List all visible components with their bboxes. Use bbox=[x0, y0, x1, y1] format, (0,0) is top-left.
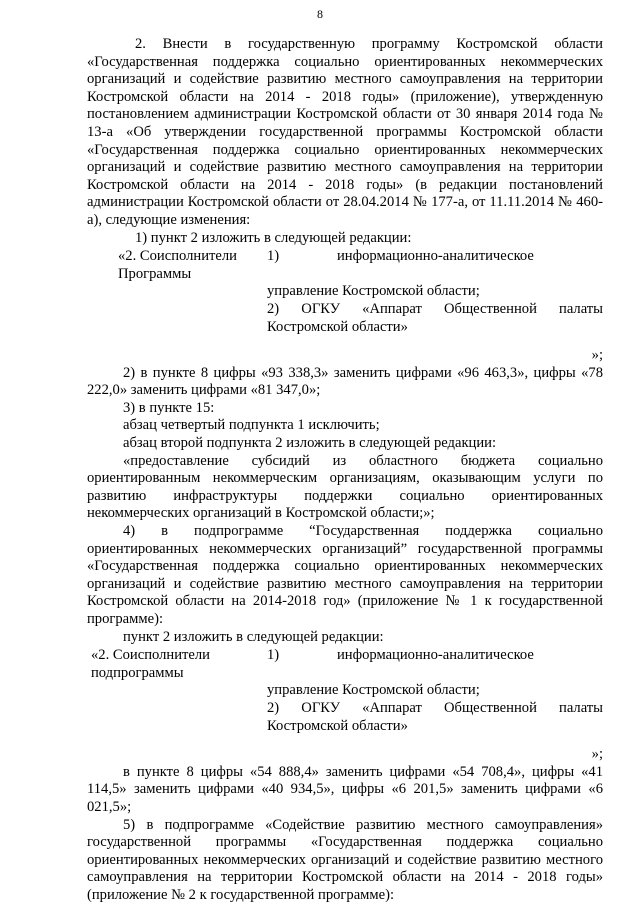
amendment-entry-1-cont: управление Костромской области; bbox=[267, 283, 480, 300]
amendment-entry-2: 2) ОГКУ «Аппарат Общественной палаты Костромской области» bbox=[267, 300, 603, 335]
amendment-label: «2. Соисполнители подпрограммы bbox=[91, 647, 210, 681]
page-number: 8 bbox=[317, 7, 323, 21]
amendment-entry-2: 2) ОГКУ «Аппарат Общественной палаты Костромской области» bbox=[267, 699, 603, 734]
paragraph-point-2: пункт 2 изложить в следующей редакции: bbox=[123, 628, 384, 645]
closing-mark-2: »; bbox=[591, 746, 603, 763]
paragraph-sub-3: 3) в пункте 15: bbox=[123, 399, 215, 416]
amendment-entry-1: информационно-аналитическое bbox=[337, 248, 534, 265]
paragraph-abzac-2: абзац второй подпункта 2 изложить в следующей редакции: bbox=[123, 435, 497, 452]
amendment-label: «2. Соисполнители Программы bbox=[118, 248, 237, 282]
amendment-block-1 bbox=[87, 248, 603, 336]
document-body bbox=[87, 36, 603, 905]
paragraph-sub-5: 5) в подпрограмме «Содействие развитию местного самоуправления» государственной программы «Государственная поддержка социально ориентированных некоммерческих организаций и содействие развитию местного самоуправления на территории Костромской области на 2014 - 2018 годы» (приложение № 2 к государственной программе): bbox=[87, 816, 603, 903]
paragraph-abzac-4: абзац четвертый подпункта 1 исключить; bbox=[123, 417, 380, 434]
paragraph-sub-2: 2) в пункте 8 цифры «93 338,3» заменить цифрами «96 463,3», цифры «78 222,0» заменить цифрами «81 347,0»; bbox=[87, 364, 603, 399]
amendment-block-2 bbox=[87, 647, 603, 735]
amendment-entry-1-cont: управление Костромской области; bbox=[267, 682, 480, 699]
paragraph-quote: «предоставление субсидий из областного бюджета социально ориентированным некоммерческим организациям, оказывающим услуги по развитию инфраструктуры поддержки социально ориентированных некоммерческих организаций в Костромской области;»; bbox=[87, 452, 603, 522]
paragraph-sub-1: 1) пункт 2 изложить в следующей редакции: bbox=[135, 229, 412, 246]
paragraph-sub-4: 4) в подпрограмме “Государственная поддержка социально ориентированных некоммерческих организаций” государственной программы «Государственная поддержка социально ориентированных некоммерческих организаций и содействие развитию местного самоуправления на территории Костромской области на 2014-2018 год» (приложение № 1 к государственной программе): bbox=[87, 523, 603, 627]
amendment-entry-1: информационно-аналитическое bbox=[337, 647, 534, 664]
paragraph-point-8: в пункте 8 цифры «54 888,4» заменить цифрами «54 708,4», цифры «41 114,5» заменить цифрами «40 934,5», цифры «6 201,5» заменить цифрами «6 021,5»; bbox=[87, 763, 603, 815]
closing-mark-1: »; bbox=[591, 347, 603, 364]
amendment-num-1: 1) bbox=[267, 647, 280, 664]
amendment-num-1: 1) bbox=[267, 248, 280, 265]
paragraph-item-2: 2. Внести в государственную программу Костромской области «Государственная поддержка социально ориентированных некоммерческих организаций и содействие развитию местного самоуправления на территории Костромской области на 2014 - 2018 годы» (приложение), утвержденную постановлением администрации Костромской области от 30 января 2014 года № 13-а «Об утверждении государственной программы Костромской области «Государственная поддержка социально ориентированных некоммерческих организаций и содействие развитию местного самоуправления на территории Костромской области на 2014 - 2018 годы» (в редакции постановлений администрации Костромской области от 28.04.2014 № 177-а, от 11.11.2014 № 460-а), следующие изменения: bbox=[87, 36, 603, 228]
